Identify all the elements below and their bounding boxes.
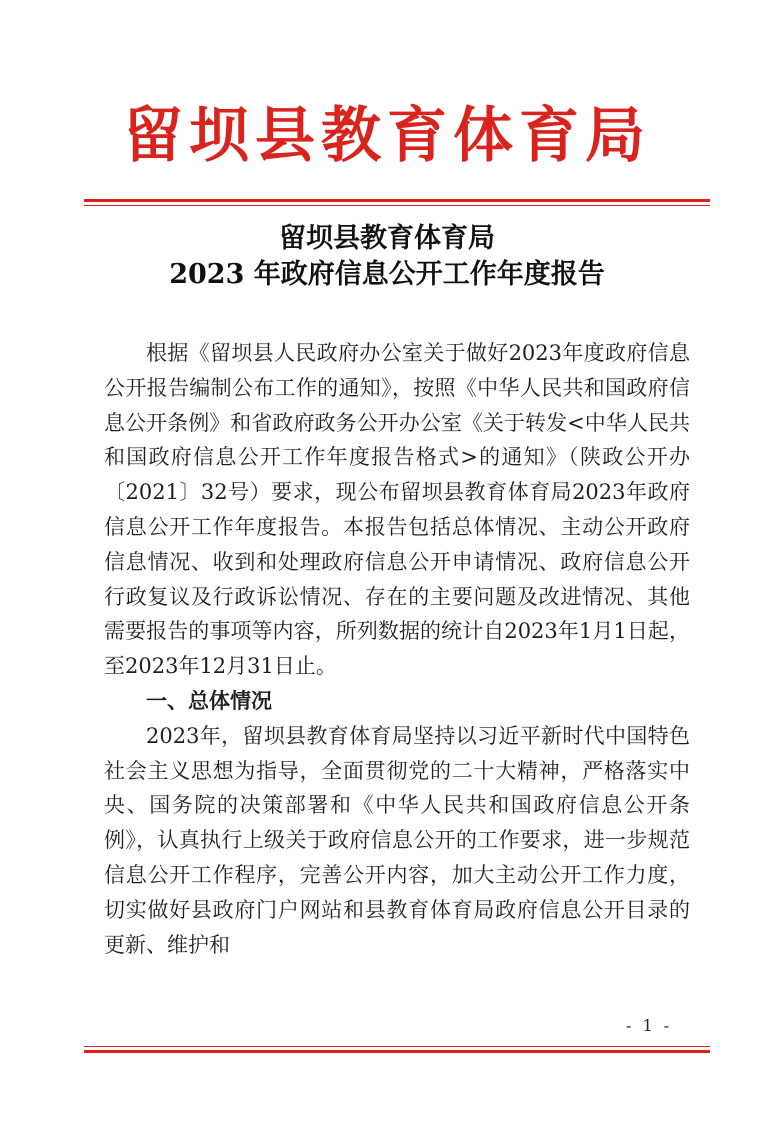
intro-paragraph: 根据《留坝县人民政府办公室关于做好2023年度政府信息公开报告编制公布工作的通知》，按照《中华人民共和国政府信息公开条例》和省政府政务公开办公室《关于转发<中华人民共和国政府信息公开工作年度报告格式>的通知》（陕政公开办〔2021〕32号）要求，现公布留坝县教育体育局2023年政府信息公开工作年度报告。本报告包括总体情况、主动公开政府信息情况、收到和处理政府信息公开申请情况、政府信息公开行政复议及行政诉讼情况、存在的主要问题及改进情况、其他需要报告的事项等内容，所列数据的统计自2023年1月1日起，至2023年12月31日止。 (104, 341, 690, 679)
letterhead-rule-thin (84, 205, 710, 206)
section-heading-overview: 一、总体情况 (146, 687, 272, 713)
overview-paragraph: 2023年，留坝县教育体育局坚持以习近平新时代中国特色社会主义思想为指导，全面贯彻党的二十大精神，严格落实中央、国务院的决策部署和《中华人民共和国政府信息公开条例》，认真执行上级关于政府信息公开的工作要求，进一步规范信息公开工作程序，完善公开内容，加大主动公开工作力度，切实做好县政府门户网站和县教育体育局政府信息公开目录的更新、维护和 (104, 723, 690, 957)
page-number: - 1 - (626, 1016, 673, 1035)
document-body (104, 336, 690, 962)
footer-rule-thick (84, 1050, 710, 1053)
letterhead-rule-thick (84, 199, 710, 202)
letterhead-org-name: 留坝县教育体育局 (123, 101, 651, 171)
footer-rule-thin (84, 1046, 710, 1047)
report-title-line2: 2023 年政府信息公开工作年度报告 (169, 259, 605, 290)
report-title-line1: 留坝县教育体育局 (279, 223, 495, 254)
